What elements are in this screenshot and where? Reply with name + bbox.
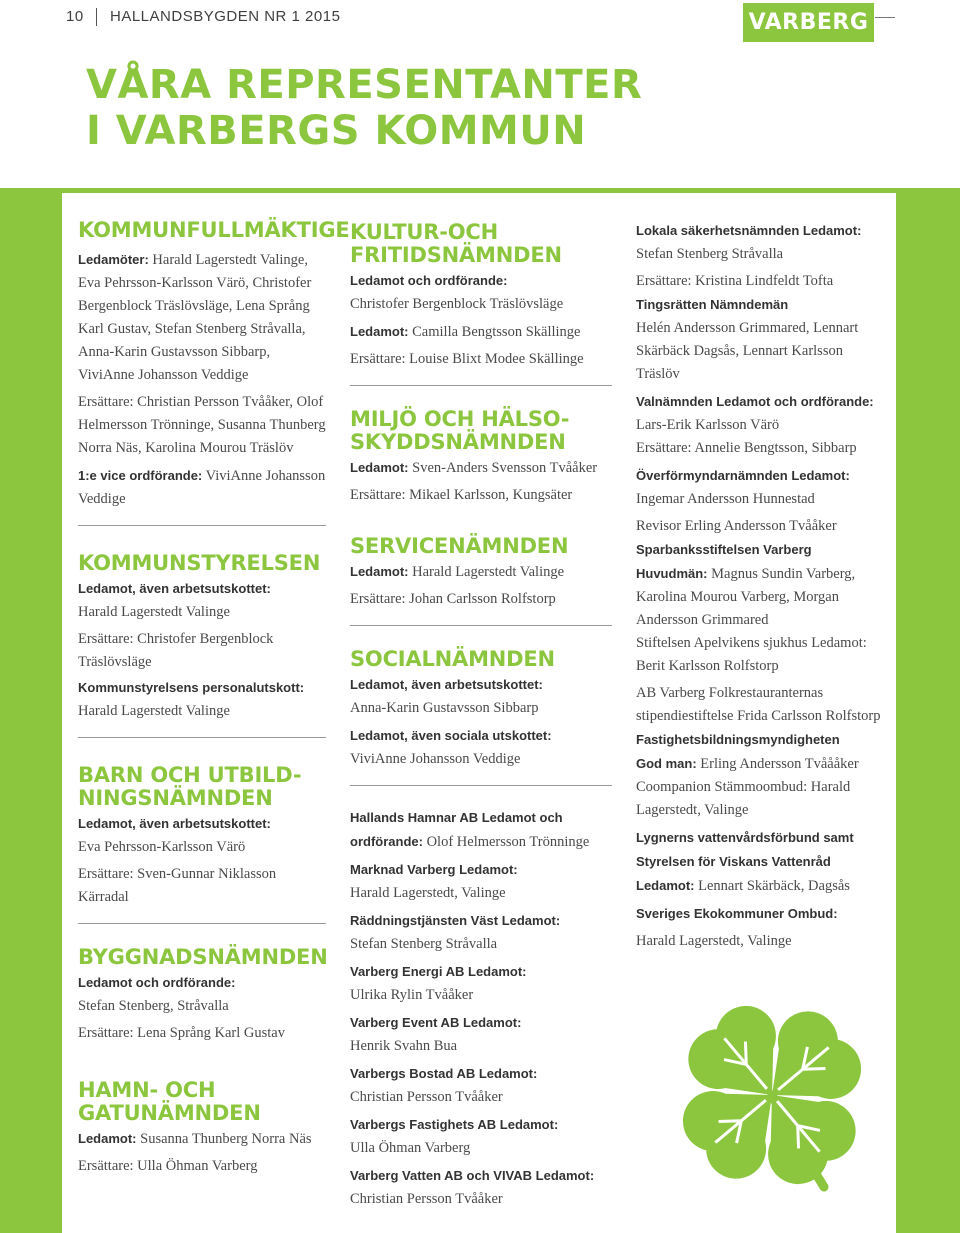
section-heading: BYGGNADSNÄMNDEN [78,945,328,969]
member-label: Ledamot, även sociala utskottet: [350,728,552,743]
member-text: ViviAnne Johansson Veddige [350,751,521,767]
fastighetsbildning [636,728,886,752]
member-label: Kommunstyrelsens personalutskott: [78,680,305,695]
section-kommunstyrelsen [78,552,326,723]
item-label: Lokala säkerhetsnämnden Ledamot: [636,223,862,238]
section-divider [78,525,326,526]
god-man [636,752,886,776]
member-text: Harald Lagerstedt Valinge [78,703,230,719]
company-label: Hallands Hamnar AB Ledamot och ordförande: [350,810,563,849]
page-title [86,62,786,154]
company-item [350,1062,612,1109]
member-label: Ledamot, även arbetsutskottet: [350,677,543,692]
apelviken-text: Stiftelsen Apelvikens sjukhus Ledamot: Berit Karlsson Rolfstorp [636,635,867,674]
page-title-line-1: VÅRA REPRESENTANTER [86,62,643,108]
substitutes-text: Ersättare: Lena Språng Karl Gustav [78,1025,285,1041]
section-byggnadsnamnden [78,946,326,1045]
member-paragraph [78,577,326,624]
header-divider [96,8,97,26]
member-paragraph [78,971,326,1018]
company-item [350,1011,612,1058]
substitutes-text: Ersättare: Christian Persson Tvååker, Olof Helmersson Trönninge, Susanna Thunberg Norra Näs, Karolina Mourou Träslöv [78,394,326,456]
lygnern-member [636,874,886,898]
member-text: Harald Lagerstedt Valinge [412,564,565,580]
column-3 [636,193,886,953]
four-leaf-clover-icon [662,983,892,1213]
company-member: Stefan Stenberg Stråvalla [350,936,498,952]
tingsratten [636,293,886,386]
company-label: Marknad Varberg Ledamot: [350,862,518,877]
column-1 [78,193,350,1178]
member-text: Eva Pehrsson-Karlsson Värö [78,839,246,855]
item-label: Sparbanksstiftelsen Varberg [636,542,812,557]
section-divider [350,385,612,386]
heading-line-1: HAMN- OCH [78,1078,216,1102]
company-member: Christian Persson Tvååker [350,1191,503,1207]
member-label: Ledamot: [78,1131,137,1146]
content-panel [62,193,896,1233]
heading-line-2: SKYDDSNÄMNDEN [350,430,566,454]
item-label: Fastighetsbildningsmyndigheten [636,732,840,747]
company-member: Ulrika Rylin Tvååker [350,987,474,1003]
company-item [350,806,612,854]
substitutes-text: Ersättare: Kristina Lindfeldt Tofta [636,273,834,289]
item-label: Valnämnden Ledamot och ordförande: [636,394,874,409]
publication-name: HALLANDSBYGDEN NR 1 2015 [110,8,341,25]
revisor-text: Revisor Erling Andersson Tvååker [636,518,837,534]
section-heading: SOCIALNÄMNDEN [350,647,555,671]
section-heading: SERVICENÄMNDEN [350,534,569,558]
section-heading [78,1079,326,1125]
member-label: Ledamot: [350,324,409,339]
section-heading [350,221,612,267]
section-socialnamnden [350,648,612,771]
substitutes-text: Ersättare: Mikael Karlsson, Kungsäter [350,487,573,503]
company-label: Varbergs Bostad AB Ledamot: [350,1066,538,1081]
item-text: Magnus Sundin Varberg, Karolina Mourou Varberg, Morgan Andersson Grimmared [636,566,856,628]
section-miljo-och-halsoskyddsnamnden [350,408,612,507]
item-text: Lennart Skärbäck, Dagsås [698,878,850,894]
member-text: Stefan Stenberg, Stråvalla [78,998,229,1014]
item-label: God man: [636,756,697,771]
company-member: Henrik Svahn Bua [350,1038,458,1054]
item-label: Huvudmän: [636,566,708,581]
heading-line-2: FRITIDSNÄMNDEN [350,243,562,267]
region-badge: VARBERG [743,3,874,42]
heading-line-1: MILJÖ OCH HÄLSO- [350,407,570,431]
item-text: Ingemar Andersson Hunnestad [636,491,815,507]
company-member: Harald Lagerstedt, Valinge [350,885,506,901]
section-divider [78,737,326,738]
member-paragraph [350,456,612,480]
company-item [350,909,612,956]
member-paragraph [350,320,612,344]
column-3-content [636,219,886,953]
member-label: Ledamot: [350,460,409,475]
substitutes-text: Ersättare: Johan Carlsson Rolfstorp [350,591,556,607]
company-member: Ulla Öhman Varberg [350,1140,471,1156]
item-text: Stefan Stenberg Stråvalla [636,246,784,262]
page-title-line-2: I VARBERGS KOMMUN [86,108,587,154]
heading-line-1: KULTUR-OCH [350,220,498,244]
item-label: Tingsrätten Nämndemän [636,297,789,312]
heading-line-2: NINGSNÄMNDEN [78,786,273,810]
ekokommuner-text: Harald Lagerstedt, Valinge [636,933,792,949]
member-label: Ledamot, även arbetsutskottet: [78,816,271,831]
company-item [350,1164,612,1211]
substitutes-text: Ersättare: Christofer Bergenblock Träslövsläge [78,631,274,670]
member-text: Camilla Bengtsson Skällinge [412,324,581,340]
item-label: Överförmyndarnämnden Ledamot: [636,468,850,483]
section-divider [78,923,326,924]
section-heading [78,764,326,810]
sparbanksstiftelsen [636,538,886,562]
company-item [350,960,612,1007]
substitutes-text: Ersättare: Louise Blixt Modee Skällinge [350,351,584,367]
ekokommuner [636,902,886,926]
member-text: Susanna Thunberg Norra Näs [140,1131,312,1147]
vice-chair-text: ViviAnne Johansson Veddige [78,468,326,507]
members-label: Ledamöter: [78,252,149,267]
section-hamn-och-gatunamnden [78,1079,326,1178]
member-text: Christofer Bergenblock Träslövsläge [350,296,564,312]
item-label: Lygnerns vattenvårdsförbund samt Styrelsen för Viskans Vattenråd [636,830,854,869]
section-bolag [350,806,612,1211]
item-label: Sveriges Ekokommuner Ombud: [636,906,838,921]
company-label: Räddningstjänsten Väst Ledamot: [350,913,561,928]
section-heading [350,408,612,454]
member-paragraph [78,812,326,859]
section-kultur-och-fritidsnamnden [350,221,612,371]
section-barn-och-utbildningsnamnden [78,764,326,909]
item-label: Ledamot: [636,878,695,893]
company-member: Christian Persson Tvååker [350,1089,503,1105]
lokala-sakerhetsnamnden [636,219,886,266]
member-text: Anna-Karin Gustavsson Sibbarp [350,700,539,716]
member-paragraph [350,673,612,720]
members-paragraph [78,248,326,387]
company-label: Varbergs Fastighets AB Ledamot: [350,1117,559,1132]
item-text: Helén Andersson Grimmared, Lennart Skärbäck Dagsås, Lennart Karlsson Träslöv [636,320,859,382]
company-item [350,1113,612,1160]
section-divider [350,625,612,626]
member-label: Ledamot, även arbetsutskottet: [78,581,271,596]
section-heading: KOMMUNSTYRELSEN [78,551,321,575]
company-label: Varberg Vatten AB och VIVAB Ledamot: [350,1168,595,1183]
member-label: Ledamot och ordförande: [350,273,508,288]
header-rule [875,17,895,18]
item-text: Lars-Erik Karlsson Värö [636,417,780,433]
substitutes-text: Ersättare: Annelie Bengtsson, Sibbarp [636,440,857,456]
heading-line-1: BARN OCH UTBILD- [78,763,302,787]
section-divider [350,785,612,786]
item-text: Erling Andersson Tvåååker [700,756,859,772]
member-paragraph [350,560,612,584]
substitutes-text: Ersättare: Sven-Gunnar Niklasson Kärradal [78,866,277,905]
coompanion-text: Coompanion Stämmoombud: Harald Lagerstedt, Valinge [636,779,851,818]
section-heading: KOMMUNFULLMÄKTIGE [78,218,350,242]
column-2 [350,193,612,1211]
member-paragraph [350,269,612,316]
vice-chair-paragraph [78,464,326,511]
substitutes-text: Ersättare: Ulla Öhman Varberg [78,1158,258,1174]
member-label: Ledamot och ordförande: [78,975,236,990]
members-text: Harald Lagerstedt Valinge, Eva Pehrsson-Karlsson Värö, Christofer Bergenblock Träslövsläge, Lena Språng Karl Gustav, Stefan Stenberg Stråvalla, Anna-Karin Gustavsson Sibbarp, ViviAnne Johansson Veddige [78,252,312,383]
member-text: Sven-Anders Svensson Tvååker [412,460,598,476]
heading-line-2: GATUNÄMNDEN [78,1101,261,1125]
folkrestauranter-text: AB Varberg Folkrestauranternas stipendiestiftelse Frida Carlsson Rolfstorp [636,685,881,724]
page-number: 10 [66,8,84,25]
overformyndarnamnden [636,464,886,511]
member-paragraph [78,1127,326,1151]
company-label: Varberg Event AB Ledamot: [350,1015,522,1030]
member-paragraph [350,724,612,771]
member-label: Ledamot: [350,564,409,579]
company-member: Olof Helmersson Trönninge [426,834,590,850]
section-servicenamnden [350,535,612,611]
valnamnden [636,390,886,437]
vice-chair-label: 1:e vice ordförande: [78,468,203,483]
lygnern [636,826,886,874]
member-paragraph [78,676,326,723]
huvudman [636,562,886,632]
page-header [0,0,960,50]
company-item [350,858,612,905]
company-label: Varberg Energi AB Ledamot: [350,964,527,979]
section-kommunfullmaktige [78,218,350,511]
member-text: Harald Lagerstedt Valinge [78,604,230,620]
